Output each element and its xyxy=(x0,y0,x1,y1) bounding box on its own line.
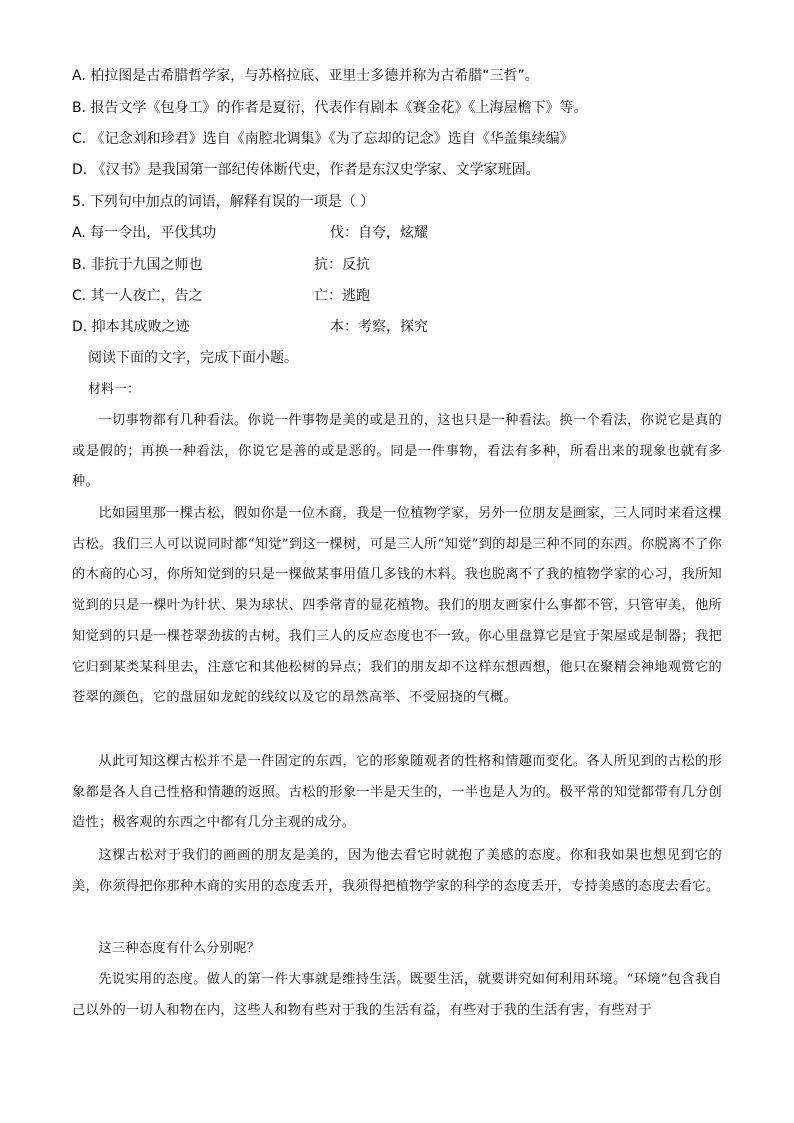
material-title: 材料一： xyxy=(88,382,141,397)
q4-option-a: A. 柏拉图是古希腊哲学家，与苏格拉底、亚里士多德并称为古希腊“三哲”。 xyxy=(72,68,539,84)
q5-option-d-gloss: 本：考察，探究 xyxy=(330,319,428,335)
q4-option-b: B. 报告文学《包身工》的作者是夏衍，代表作有剧本《赛金花》《上海屋檐下》等。 xyxy=(72,100,588,116)
q5-option-c-gloss: 亡：逃跑 xyxy=(314,288,370,304)
q5-option-b-gloss: 抗：反抗 xyxy=(314,257,370,273)
paragraph-4: 这棵古松对于我们的画画的朋友是美的，因为他去看它时就抱了美感的态度。你和我如果也想见到它的美，你须得把你那种木商的实用的态度丢开，我须得把植物学家的科学的态度丢开，专持美感的态度去看它。 xyxy=(72,848,722,894)
paragraph-6: 先说实用的态度。做人的第一件大事就是维持生活。既要生活，就要讲究如何利用环境。“环境”包含我自己以外的一切人和物在内，这些人和物有些对于我的生活有益，有些对于我的生活有害，有些对于 xyxy=(72,972,722,1018)
q4-option-d: D. 《汉书》是我国第一部纪传体断代史，作者是东汉史学家、文学家班固。 xyxy=(72,162,540,178)
reading-instruction: 阅读下面的文字，完成下面小题。 xyxy=(88,350,298,366)
q5-option-a: A. 每一令出，平伐其功 xyxy=(72,225,217,241)
paragraph-5: 这三种态度有什么分别呢？ xyxy=(98,941,261,956)
paragraph-1: 一切事物都有几种看法。你说一件事物是美的或是丑的，这也只是一种看法。换一个看法，你说它是真的或是假的；再换一种看法，你说它是善的或是恶的。同是一件事物，看法有多种，所看出来的现象也就有多种。 xyxy=(72,413,722,490)
q4-option-c: C. 《记念刘和珍君》选自《南腔北调集》《为了忘却的记念》选自《华盖集续编》 xyxy=(72,131,574,147)
q5-option-d: D. 抑本其成败之迹 xyxy=(72,319,190,335)
paragraph-3: 从此可知这棵古松并不是一件固定的东西，它的形象随观者的性格和情趣而变化。各人所见到的古松的形象都是各人自己性格和情趣的返照。古松的形象一半是天生的，一半也是人为的。极平常的知觉都带有几分创造性；极客观的东西之中都有几分主观的成分。 xyxy=(72,754,722,831)
q5-stem: 5. 下列句中加点的词语，解释有误的一项是（ ） xyxy=(72,194,375,210)
q5-option-c: C. 其一人夜亡，告之 xyxy=(72,288,203,304)
q5-option-a-gloss: 伐：自夸，炫耀 xyxy=(330,225,428,241)
paragraph-2: 比如园里那一棵古松，假如你是一位木商，我是一位植物学家，另外一位朋友是画家，三人同时来看这棵古松。我们三人可以说同时都“知觉”到这一棵树，可是三人所“知觉”到的却是三种不同的东西。你脱离不了你的木商的心习，你所知觉到的只是一棵做某事用值几多钱的木料。我也脱离不了我的植物学家的心习，我所知觉到的只是一棵叶为针状、果为球状、四季常青的显花植物。我们的朋友画家什么事都不管，只管审美，他所知觉到的只是一棵苍翠劲拔的古树。我们三人的反应态度也不一致。你心里盘算它是宜于架屋或是制器；我把它归到某类某科里去，注意它和其他松树的异点；我们的朋友却不这样东想西想，他只在聚精会神地观赏它的苍翠的颜色，它的盘屈如龙蛇的线纹以及它的昂然高举、不受屈挠的气概。 xyxy=(72,506,722,706)
q5-option-b: B. 非抗于九国之师也 xyxy=(72,257,203,273)
